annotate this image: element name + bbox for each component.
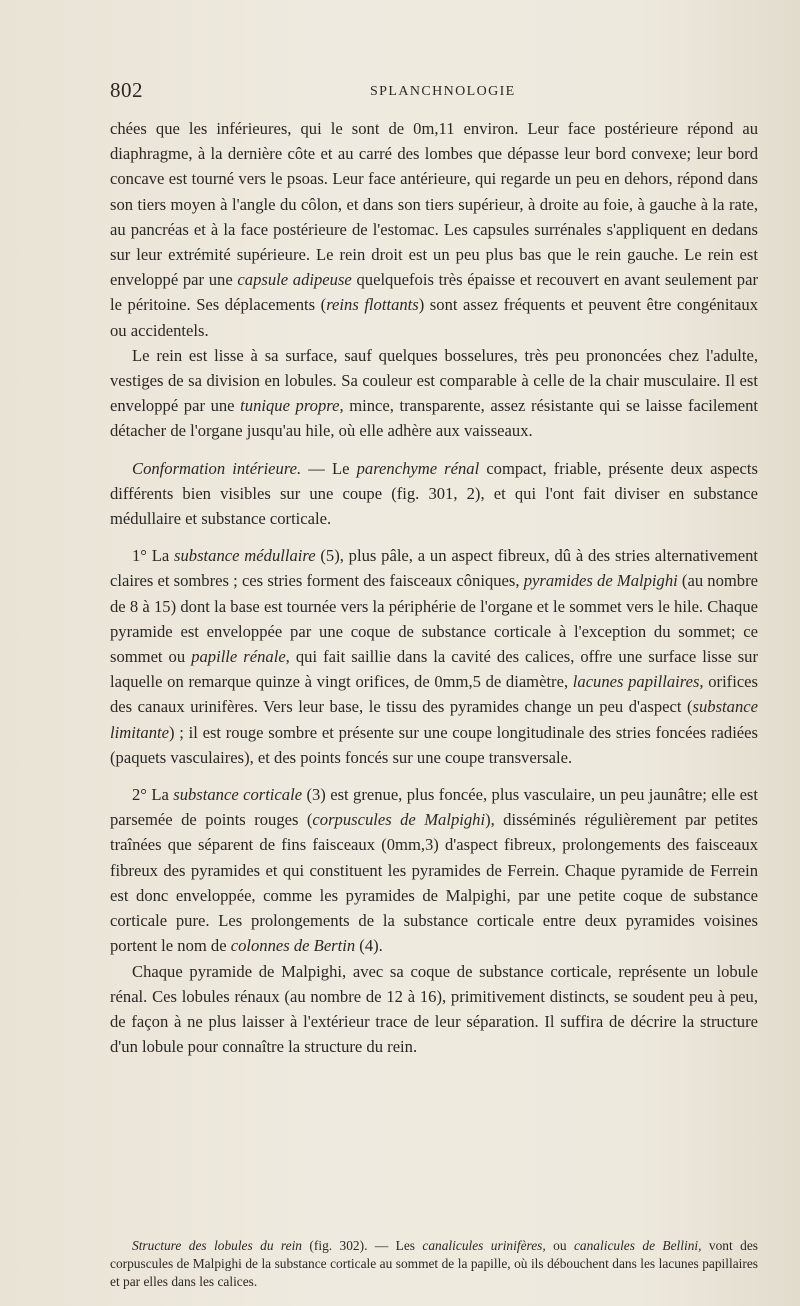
text-run: orifices des canaux urinifères. Vers leur base, le tissu des pyramides change un peu d'aspect ( bbox=[110, 672, 759, 717]
text-run: chées que les inférieures, qui le sont de 0m,11 environ. Leur face postérieure répond au diaphragme, à la dernière côte et au carré des lombes que dépasse leur bord convexe; leur bord concave est tourné vers le psoas. Leur face antérieure, qui regarde un peu en dehors, répond dans son tiers moyen à l'angle du côlon, et dans son tiers supérieur, à droite au foie, à gauche à la rate, au pancréas et à la face postérieure de l'estomac. Les capsules surrénales s'appliquent en dedans sur leur extrémité supérieure. Le rein droit est un peu plus bas que le rein gauche. Le rein est enveloppé par une bbox=[110, 119, 758, 290]
text-run: 2° La bbox=[132, 785, 174, 805]
term-pyramides-malpighi: pyramides de Malpighi bbox=[523, 571, 678, 591]
page-number: 802 bbox=[110, 78, 143, 102]
paragraph-substance-corticale bbox=[110, 782, 758, 958]
text-run: ou bbox=[545, 1238, 574, 1253]
text-run: (fig. 302). — Les bbox=[302, 1238, 423, 1253]
paragraph-lobule-renal bbox=[110, 959, 758, 1060]
running-title: SPLANCHNOLOGIE bbox=[370, 84, 516, 99]
text-run: — Le bbox=[301, 458, 357, 478]
paragraph-structure-lobules bbox=[110, 1237, 758, 1292]
text-run: mince, transparente, assez résistante qui se laisse facilement détacher de l'organe jusqu'au hile, où elle adhère aux vaisseaux. bbox=[110, 396, 758, 441]
section-heading-structure: Structure des lobules du rein bbox=[132, 1238, 303, 1253]
term-corpuscules-malpighi: corpuscules de Malpighi bbox=[312, 810, 486, 830]
term-capsule-adipeuse: capsule adipeuse bbox=[237, 270, 352, 290]
text-run: compact, friable, présente deux aspects différents bien visibles sur une coupe (fig. 301, 2), et qui l'ont fait diviser en substance médullaire et substance corticale. bbox=[110, 458, 758, 529]
text-run: 1° La bbox=[132, 546, 175, 566]
text-run: (4). bbox=[355, 936, 383, 956]
term-tunique-propre: tunique propre, bbox=[240, 396, 344, 416]
paragraph-conformation bbox=[110, 456, 758, 532]
term-parenchyme-renal: parenchyme rénal bbox=[356, 458, 480, 478]
text-run: ) sont assez fréquents et peuvent être congénitaux ou accidentels. bbox=[110, 295, 759, 340]
text-run: qui fait saillie dans la cavité des calices, offre une surface lisse sur laquelle on remarque quinze à vingt orifices, de 0mm,5 de diamètre, bbox=[110, 647, 759, 692]
page-header bbox=[110, 78, 750, 108]
term-canalicules-bellini: canalicules de Bellini, bbox=[573, 1238, 702, 1253]
term-substance-corticale: substance corticale bbox=[173, 785, 303, 805]
text-run: (au nombre de 8 à 15) dont la base est tournée vers la périphérie de l'organe et le sommet vers le hile. Chaque pyramide est enveloppée par une coque de substance corticale à l'exception du sommet; ce sommet ou bbox=[110, 571, 758, 667]
term-substance-medullaire: substance médullaire bbox=[174, 546, 316, 566]
text-run: ) ; il est rouge sombre et présente sur une coupe longitudinale des stries foncées radiées (paquets vasculaires), et des points foncés sur une coupe transversale. bbox=[110, 722, 758, 767]
term-lacunes-papillaires: lacunes papillaires, bbox=[572, 672, 704, 692]
text-run: Le rein est lisse à sa surface, sauf quelques bosselures, très peu prononcées chez l'adulte, vestiges de sa division en lobules. Sa couleur est comparable à celle de la chair musculaire. Il est enveloppé par une bbox=[110, 345, 758, 416]
text-run: Chaque pyramide de Malpighi, avec sa coque de substance corticale, représente un lobule rénal. Ces lobules rénaux (au nombre de 12 à 16), primitivement distincts, se soudent peu à peu, de façon à ne plus laisser à l'extérieur trace de leur séparation. Il suffira de décrire la structure d'un lobule pour connaître la structure du rein. bbox=[110, 961, 758, 1057]
text-run: (5), plus pâle, a un aspect fibreux, dû à des stries alternativement claires et sombres ; ces stries forment des faisceaux côniques, bbox=[110, 546, 758, 591]
term-reins-flottants: reins flottants bbox=[326, 295, 419, 315]
small-print-section bbox=[110, 1237, 758, 1292]
body-text bbox=[110, 116, 758, 1059]
term-substance-limitante: substance limitante bbox=[110, 697, 758, 742]
text-run: (3) est grenue, plus foncée, plus vasculaire, un peu jaunâtre; elle est parsemée de points rouges ( bbox=[110, 785, 758, 830]
text-run: vont des corpuscules de Malpighi de la substance corticale au sommet de la papille, où ils débouchent dans les lacunes papillaires et par elles dans les calices. bbox=[110, 1238, 758, 1290]
term-canalicules-uriniferes: canalicules urinifères, bbox=[422, 1238, 546, 1253]
text-run: ), disséminés régulièrement par petites traînées que séparent de fins faisceaux (0mm,3) d'aspect fibreux, prolongements des faisceaux fibreux des pyramides et qui constituent les pyramides de Ferrein. Chaque pyramide de Ferrein est donc enveloppée, comme les pyramides de Malpighi, par une petite coque de substance corticale pure. Les prolongements de la substance corticale entre deux pyramides voisines portent le nom de bbox=[110, 810, 758, 956]
term-papille-renale: papille rénale, bbox=[191, 647, 290, 667]
paragraph-substance-medullaire bbox=[110, 543, 758, 770]
paragraph-capsule bbox=[110, 116, 758, 343]
paragraph-surface bbox=[110, 343, 758, 444]
section-heading-conformation: Conformation intérieure. bbox=[132, 458, 302, 478]
term-colonnes-bertin: colonnes de Bertin bbox=[230, 936, 356, 956]
text-run: quelquefois très épaisse et recouvert en avant seulement par le péritoine. Ses déplacements ( bbox=[110, 270, 758, 315]
